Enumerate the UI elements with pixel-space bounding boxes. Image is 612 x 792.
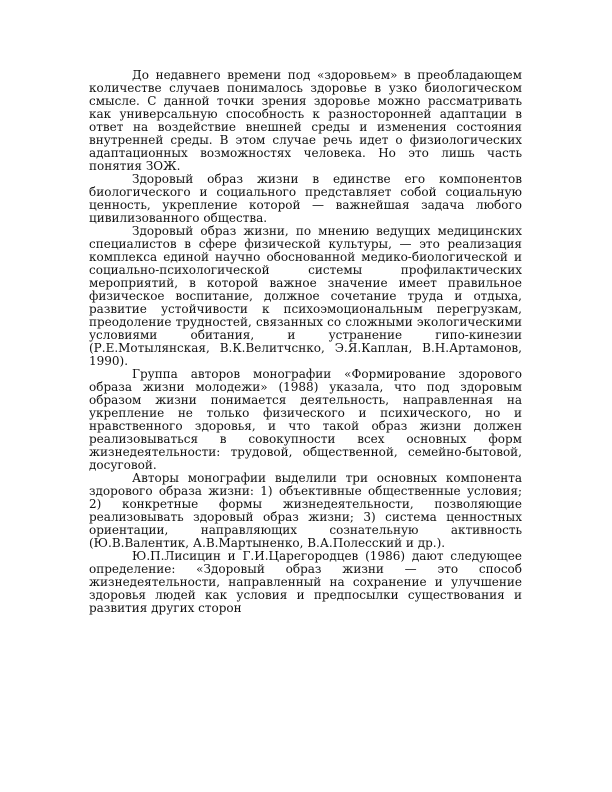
paragraph-healthy-lifestyle-value: Здоровый образ жизни в единстве его компонентов биологического и социального представляет собой социальную ценность, укрепление которой — важнейшая задача любого цивилизованного общества. [89,172,522,225]
paragraph-medical-specialists-view: Здоровый образ жизни, по мнению ведущих медицинских специалистов в сфере физической культуры, — это реализация комплекса единой научно обоснованной медико-биологической и социально-психологической системы профилактических мероприятий, в которой важное значение имеет правильное физическое воспитание, должное сочетание труда и отдыха, развитие устойчивости к психоэмоциональным перегрузкам, преодоление трудностей, связанных со сложными экологическими условиями обитания, и устранение гипо-кинезии (Р.Е.Мотылянская, В.К.Велитчснко, Э.Я.Каплан, В.Н.Артамонов, 1990). [89,224,522,368]
paragraph-lisitsin-definition: Ю.П.Лисицин и Г.И.Царегородцев (1986) дают следующее определение: «Здоровый образ жизни — это способ жизнедеятельности, направленный на сохранение и улучшение здоровья людей как условия и предпосылки существования и развития других сторон [89,549,522,615]
paragraph-health-definition: До недавнего времени под «здоровьем» в преобладающем количестве случаев понималось здоровье в узко биологическом смысле. С данной точки зрения здоровье можно рассматривать как универсальную способность к разносторонней адаптации в ответ на воздействие внешней среды и изменения состояния внутренней среды. В этом случае речь идет о физиологических адаптационных возможностях человека. Но это лишь часть понятия ЗОЖ. [89,68,522,173]
paragraph-monograph-group: Группа авторов монографии «Формирование здорового образа жизни молодежи» (1988) указала, что под здоровым образом жизни понимается деятельность, направленная на укрепление не только физического и психического, но и нравственного здоровья, и что такой образ жизни должен реализовываться в совокупности всех основных форм жизнедеятельности: трудовой, общественной, семейно-бытовой, досуговой. [89,367,522,472]
body-text [89,69,522,615]
paragraph-three-components: Авторы монографии выделили три основных компонента здорового образа жизни: 1) объективные общественные условия; 2) конкретные формы жизнедеятельности, позволяющие реализовывать здоровый образ жизни; 3) система ценностных ориентации, направляющих сознательную активность (Ю.В.Валентик, А.В.Мартыненко, В.А.Полесский и др.). [89,471,522,550]
